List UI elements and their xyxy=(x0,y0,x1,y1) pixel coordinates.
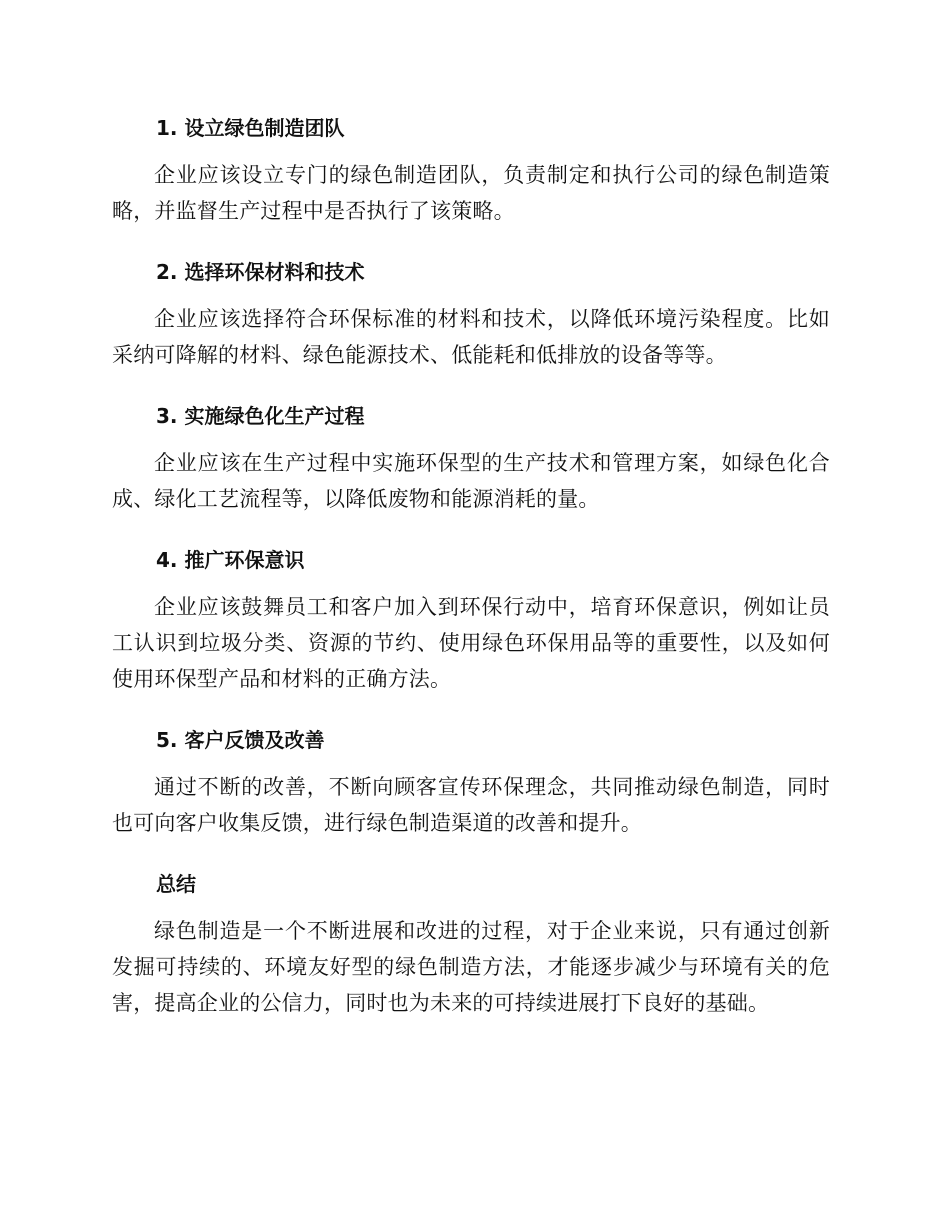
section-paragraph-3: 企业应该在生产过程中实施环保型的生产技术和管理方案，如绿色化合成、绿化工艺流程等，以降低废物和能源消耗的量。 xyxy=(112,451,830,511)
summary-paragraph: 绿色制造是一个不断进展和改进的过程，对于企业来说，只有通过创新发掘可持续的、环境友好型的绿色制造方法，才能逐步减少与环境有关的危害，提高企业的公信力，同时也为未来的可持续进展打下良好的基础。 xyxy=(112,919,830,1015)
section-heading-5: 5. 客户反馈及改善 xyxy=(156,728,325,752)
summary-heading: 总结 xyxy=(156,872,196,896)
section-paragraph-1: 企业应该设立专门的绿色制造团队，负责制定和执行公司的绿色制造策略，并监督生产过程中是否执行了该策略。 xyxy=(112,163,830,223)
section-heading-2: 2. 选择环保材料和技术 xyxy=(156,260,365,284)
section-paragraph-5: 通过不断的改善，不断向顾客宣传环保理念，共同推动绿色制造，同时也可向客户收集反馈，进行绿色制造渠道的改善和提升。 xyxy=(112,775,830,835)
section-heading-4: 4. 推广环保意识 xyxy=(156,548,305,572)
section-paragraph-4: 企业应该鼓舞员工和客户加入到环保行动中，培育环保意识，例如让员工认识到垃圾分类、资源的节约、使用绿色环保用品等的重要性，以及如何使用环保型产品和材料的正确方法。 xyxy=(112,595,830,691)
section-heading-3: 3. 实施绿色化生产过程 xyxy=(156,404,365,428)
document-body xyxy=(112,108,830,1044)
section-heading-1: 1. 设立绿色制造团队 xyxy=(156,116,345,140)
section-paragraph-2: 企业应该选择符合环保标准的材料和技术，以降低环境污染程度。比如采纳可降解的材料、绿色能源技术、低能耗和低排放的设备等等。 xyxy=(112,307,830,367)
